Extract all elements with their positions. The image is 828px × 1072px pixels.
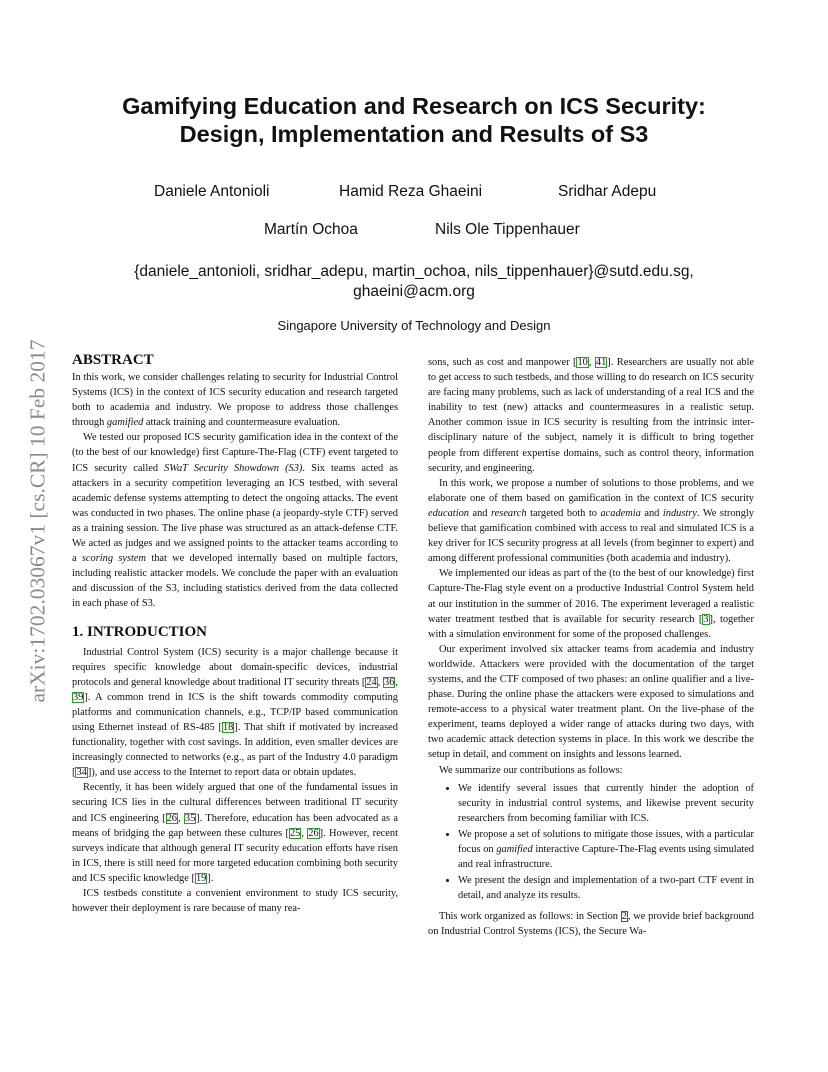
abstract-paragraph: In this work, we consider challenges relating to security for Industrial Control Systems (ICS) in the context of ICS security education and research targeted both to academia and industry. We propose to address those challenges through gamified attack training and countermeasure evaluation. [72,372,398,429]
citation-link[interactable]: 19 [195,872,207,884]
body-paragraph: Recently, it has been widely argued that one of the fundamental issues in securing ICS lies in the cultural differences between traditional IT security and ICS engineering [26, 35]. Therefore, education has been advocated as a means of bridging the gap between these cultures [25, 26]. However, recent surveys indicate that although general IT security education efforts have risen in ICS, there is still need for more targeted education combining both security and ICS specific knowledge [19]. [72,782,399,884]
list-item: • We propose a set of solutions to mitigate those issues, with a particular focus on gamified interactive Capture-The-Flag events using simulated and real infrastructure. [458,827,754,872]
citation-link[interactable]: 35 [184,812,196,824]
body-paragraph: We implemented our ideas as part of the (to the best of our knowledge) first Capture-The-Flag style event on a productive Industrial Control System held at our institution in the summer of 2016. The experiment leveraged a realistic water treatment testbed that is available for security research [3], together with a simulation environment for some of the proposed challenges. [428,568,754,640]
author-name: Hamid Reza Ghaeini [339,183,483,200]
emails-line-2: ghaeini@acm.org [353,283,475,300]
title-line-1: Gamifying Education and Research on ICS Security: [122,93,706,119]
abstract-heading: ABSTRACT [72,352,154,368]
citation-link[interactable]: 24 [366,676,377,688]
paper-title [70,92,758,148]
citation-link[interactable]: 3 [703,613,709,625]
author-name: Martín Ochoa [264,221,358,238]
citation-link[interactable]: 34 [76,767,87,779]
list-item: • We identify several issues that currently hinder the adoption of security in industrial control systems, and likewise prevent security researchers from becoming familiar with ICS. [458,781,754,826]
body-paragraph: In this work, we propose a number of solutions to those problems, and we elaborate one of them based on gamification in the context of ICS security education and research targeted both to academia and industry. We strongly believe that gamification combined with access to real and simulated ICS is a key driver for ICS security progress at all levels (from beginner to expert) and among different professional communities (both academia and industry). [428,477,754,565]
body-paragraph: sons, such as cost and manpower [10, 41]. Researchers are usually not able to get access to such testbeds, and those willing to do research on ICS security are facing many problems, such as lack of understanding of a real ICS and the inability to test (new) attacks and countermeasures in a realistic setup. Another common issue in ICS security is resulting from the intrinsic inter-disciplinary nature of the subject, namely it is difficult to bring together people from different expertise domains, such as control theory, information security, and engineering. [428,357,754,474]
list-item: • We present the design and implementation of a two-part CTF event in detail, and analyze its results. [458,873,754,903]
author-name: Sridhar Adepu [558,183,657,200]
citation-link[interactable]: 41 [595,357,607,368]
citation-link[interactable]: 26 [308,827,319,839]
body-paragraph: This work organized as follows: in Section 2, we provide brief background on Industrial Control Systems (ICS), the Secure Wa- [428,911,754,938]
arxiv-identifier: arXiv:1702.03067v1 [cs.CR] 10 Feb 2017 [25,339,50,703]
introduction-heading: 1. INTRODUCTION [72,623,208,640]
citation-link[interactable]: 39 [73,691,84,703]
abstract-paragraph: We tested our proposed ICS security gamification idea in the context of the (to the best of our knowledge) first Capture-The-Flag (CTF) event targeted to ICS security called SWaT Security Showdown (S3). Six teams acted as attackers in a security competition leveraging an ICS testbed, with several academic defense systems attempting to detect the ongoing attacks. The event was conducted in two phases. The online phase (a jeopardy-style CTF) served as a training session. The live phase was structured as an attack-defense CTF. We acted as judges and we assigned points to the attacker teams according to a scoring system that we developed internally based on multiple factors, including realistic attacker models. We conclude the paper with an evaluation and discussion of the S3, including statistics derived from the data collected in each phase of S3. [72,432,398,610]
author-name: Nils Ole Tippenhauer [435,221,580,238]
citation-link[interactable]: 18 [222,721,234,733]
body-paragraph: ICS testbeds constitute a convenient environment to study ICS security, however their deployment is rare because of many rea- [72,888,398,915]
body-paragraph: Industrial Control System (ICS) security is a major challenge because it requires specific knowledge about domain-specific devices, industrial protocols and general knowledge about traditional IT security threats [24, 36, 39]. A common trend in ICS is the shift towards commodity computing platforms and communication channels, e.g., TCP/IP based communication using Ethernet instead of RS-485 [18]. That shift if motivated by increased functionality, together with cost savings. In addition, even smaller devices are increasingly connected to networks (e.g., as part of the Industry 4.0 paradigm [34]), and use access to the Internet to report data or obtain updates. [72,646,398,779]
affiliation: Singapore University of Technology and Design [277,318,551,333]
author-emails [100,262,728,302]
citation-link[interactable]: 10 [577,357,588,368]
title-line-2: Design, Implementation and Results of S3 [179,121,649,147]
contributions-list [428,781,754,904]
body-paragraph: Our experiment involved six attacker teams from academia and industry worldwide. Attackers were provided with the documentation of the target systems, and the CTF composed of two phases: an online qualifier and a live-phase. During the online phase the attackers were exposed to simulations and remote-access to a physical water treatment plant. On the live-phase of the experiment, teams deployed a wider range of attacks during two days, with two academic attack detection systems in place. In this work we describe the setup in detail, and comment on insights and lessons learned. [428,643,754,761]
section-reference-link[interactable]: 2 [621,911,627,923]
right-column [428,355,754,940]
author-name: Daniele Antonioli [154,183,270,200]
citation-link[interactable]: 36 [384,676,395,688]
left-column [72,350,398,916]
citation-link[interactable]: 25 [289,827,301,839]
citation-link[interactable]: 26 [166,812,177,824]
emails-line-1: {daniele_antonioli, sridhar_adepu, martin_ochoa, nils_tippenhauer}@sutd.edu.sg, [134,263,694,280]
body-paragraph: We summarize our contributions as follows: [439,764,623,776]
